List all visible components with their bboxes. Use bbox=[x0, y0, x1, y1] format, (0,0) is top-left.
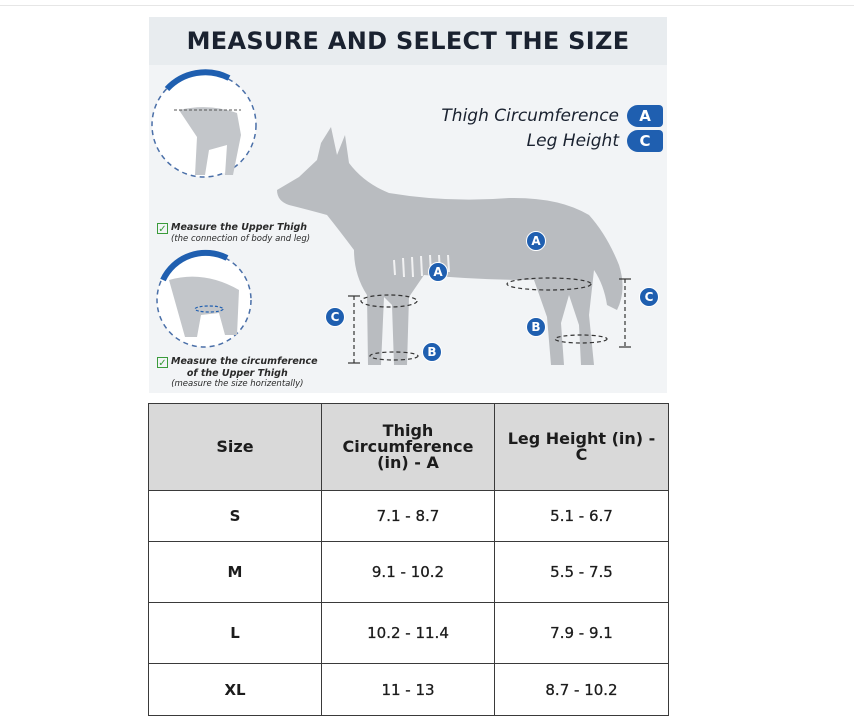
table-row bbox=[149, 664, 669, 716]
legend-leg-height-label: Leg Height bbox=[526, 131, 619, 151]
marker-b-rear: B bbox=[526, 317, 546, 337]
leg-height-cell: 8.7 - 10.2 bbox=[495, 664, 669, 716]
legend-thigh bbox=[441, 105, 663, 127]
checkbox-icon: ✓ bbox=[158, 358, 167, 369]
table-header-row bbox=[149, 404, 669, 491]
note-upper-thigh bbox=[157, 222, 310, 245]
thigh-cell: 10.2 - 11.4 bbox=[322, 603, 495, 664]
marker-c-rear: C bbox=[639, 287, 659, 307]
size-cell: L bbox=[149, 603, 322, 664]
note-circumference bbox=[157, 356, 318, 390]
note-2-heading-1: Measure the circumference bbox=[171, 356, 318, 367]
thigh-cell: 7.1 - 8.7 bbox=[322, 491, 495, 542]
header-leg-height: Leg Height (in) - C bbox=[495, 404, 669, 491]
top-divider bbox=[0, 5, 854, 6]
table-row bbox=[149, 491, 669, 542]
marker-c-front: C bbox=[325, 307, 345, 327]
header-size: Size bbox=[149, 404, 322, 491]
legend-thigh-badge: A bbox=[627, 105, 663, 127]
table-row bbox=[149, 542, 669, 603]
size-chart-table bbox=[148, 403, 669, 716]
illustration-title: MEASURE AND SELECT THE SIZE bbox=[186, 27, 630, 55]
note-2-detail: (measure the size horizentally) bbox=[171, 379, 304, 389]
marker-a-front: A bbox=[428, 262, 448, 282]
checkbox-icon: ✓ bbox=[158, 224, 167, 235]
header-thigh-circumference: Thigh Circumference (in) - A bbox=[322, 404, 495, 491]
note-1-detail: (the connection of body and leg) bbox=[171, 234, 311, 244]
leg-height-cell: 5.1 - 6.7 bbox=[495, 491, 669, 542]
leg-height-cell: 5.5 - 7.5 bbox=[495, 542, 669, 603]
thigh-cell: 11 - 13 bbox=[322, 664, 495, 716]
size-cell: XL bbox=[149, 664, 322, 716]
note-2-heading-2: of the Upper Thigh bbox=[186, 368, 288, 379]
legend-leg-height bbox=[527, 130, 663, 152]
table-row bbox=[149, 603, 669, 664]
measurement-illustration bbox=[149, 17, 667, 393]
legend-thigh-label: Thigh Circumference bbox=[441, 106, 619, 126]
size-cell: M bbox=[149, 542, 322, 603]
thigh-cell: 9.1 - 10.2 bbox=[322, 542, 495, 603]
marker-a-rear: A bbox=[526, 231, 546, 251]
size-cell: S bbox=[149, 491, 322, 542]
legend-leg-height-badge: C bbox=[627, 130, 663, 152]
note-1-heading: Measure the Upper Thigh bbox=[171, 222, 308, 233]
illustration-header bbox=[149, 17, 667, 65]
dog-silhouette bbox=[277, 127, 623, 365]
leg-height-cell: 7.9 - 9.1 bbox=[495, 603, 669, 664]
marker-b-front: B bbox=[422, 342, 442, 362]
